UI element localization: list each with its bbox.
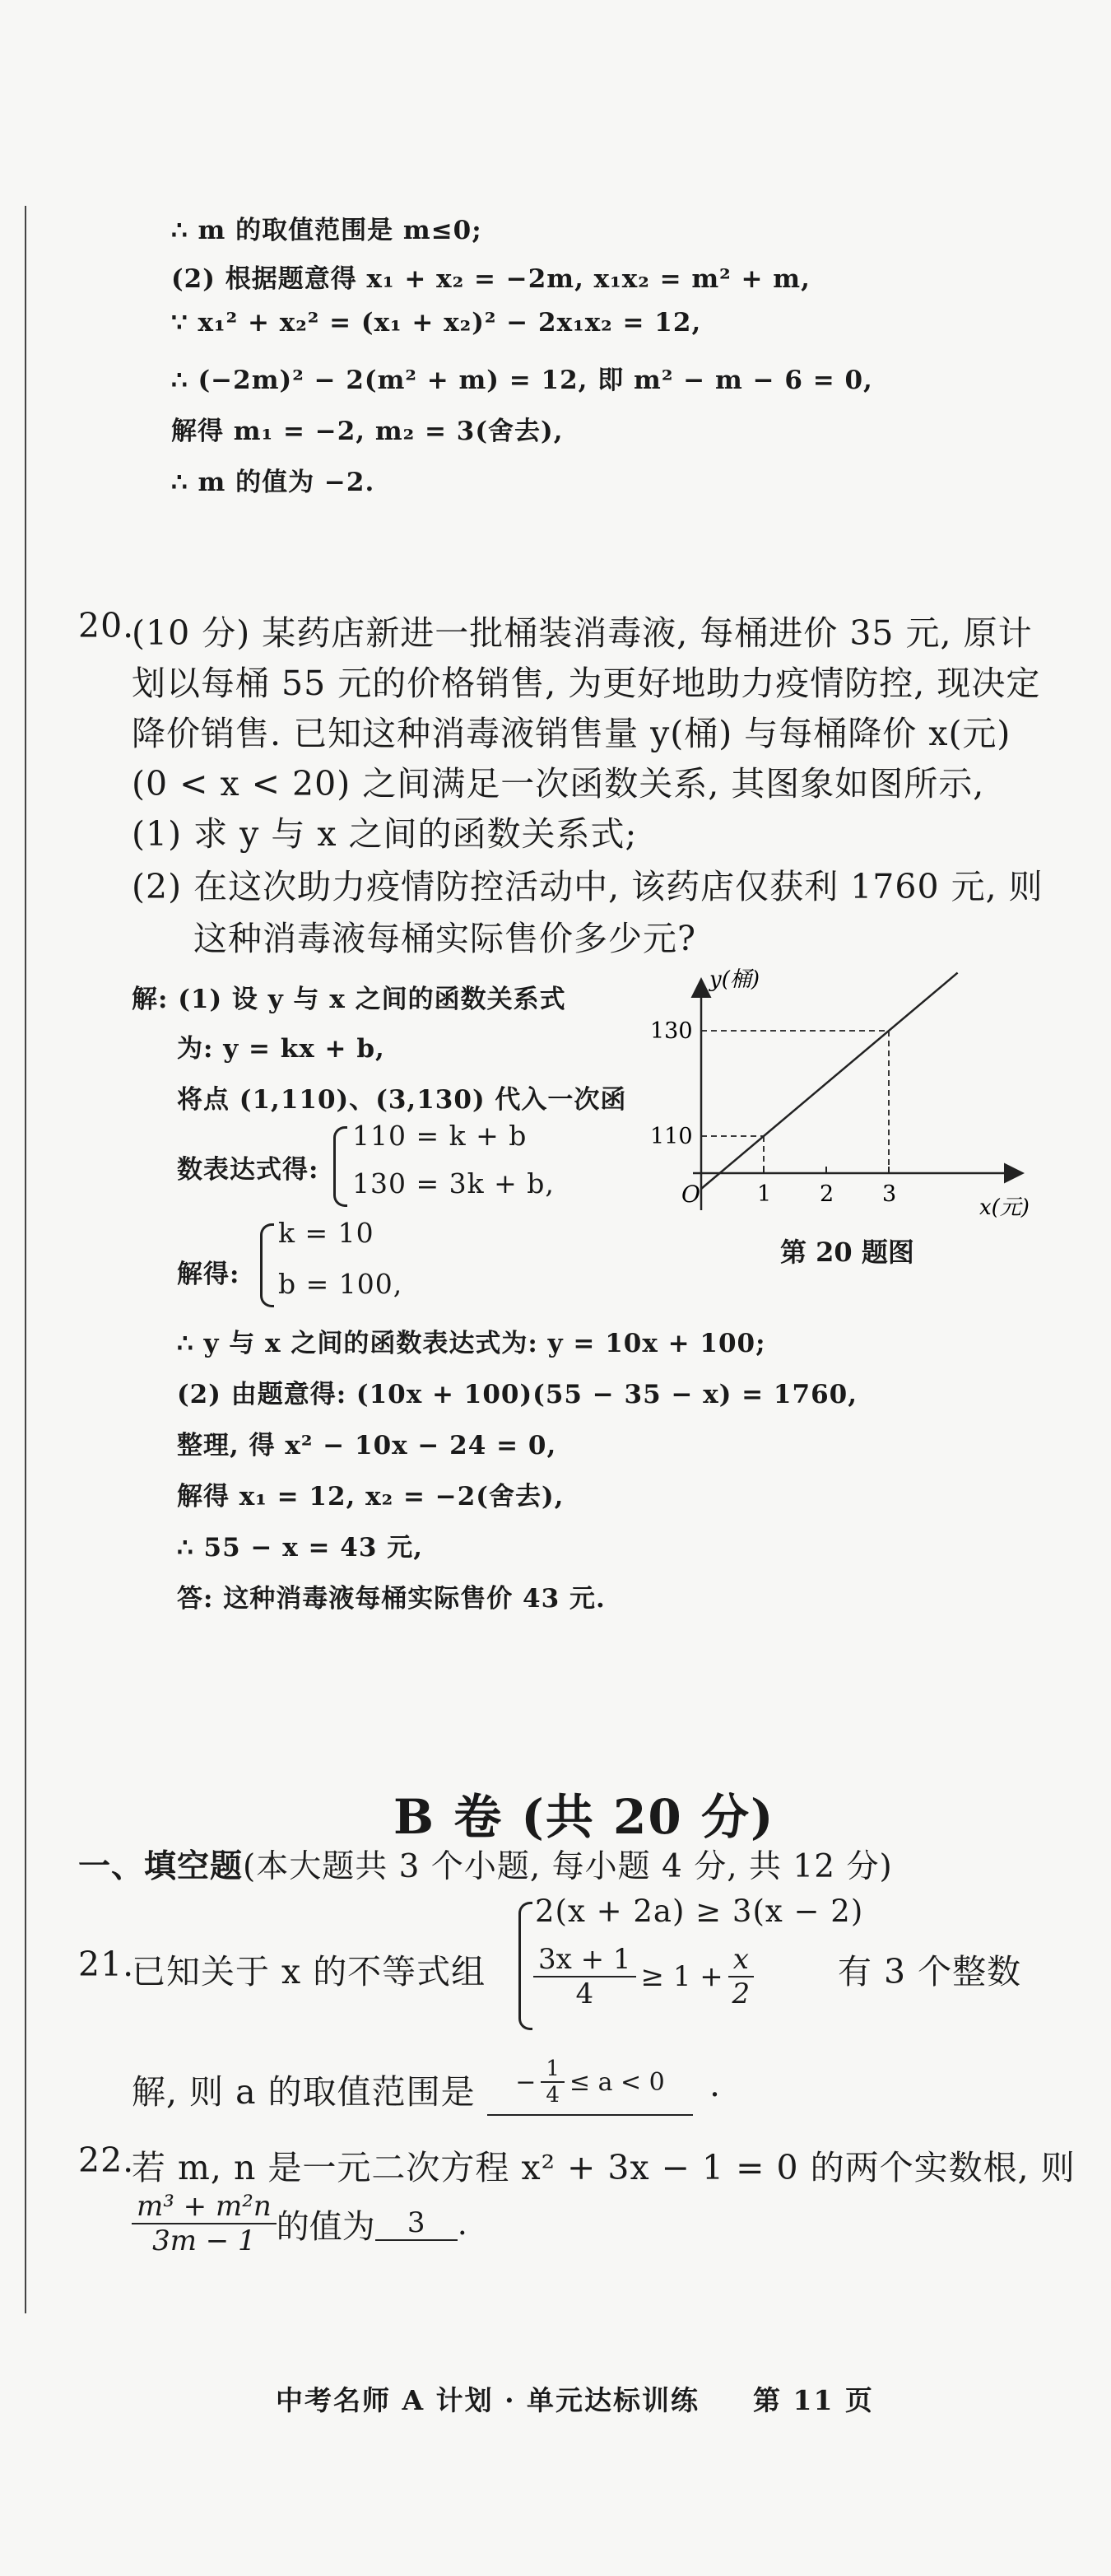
q21-answer: [487, 2050, 693, 2116]
sol20-line-9: 解得 x₁ = 12, x₂ = −2(舍去),: [177, 1482, 565, 1512]
prev-solution-line-4: ∴ (−2m)² − 2(m² + m) = 12, 即 m² − m − 6 = 0,: [171, 366, 873, 395]
q21-answer-num: 1: [541, 2057, 565, 2083]
q21-fraction-right: [728, 1943, 754, 2010]
sol20-eq-4: b = 100,: [278, 1268, 403, 1300]
graph-dynamic-layer: [650, 973, 958, 1207]
part-note-text: (本大题共 3 个小题, 每小题 4 分, 共 12 分): [243, 1848, 893, 1885]
q21-answer-sign: −: [515, 2067, 537, 2097]
q20-line-5: (1) 求 y 与 x 之间的函数关系式;: [132, 814, 638, 854]
q20-graph: [634, 963, 1062, 1276]
q21-inequality-2: [533, 1943, 754, 2010]
part-label-text: 一、填空题: [78, 1847, 244, 1885]
q21-line-2-end: .: [709, 2065, 722, 2104]
q21-system-brace: [518, 1902, 532, 2030]
sol20-line-8: 整理, 得 x² − 10x − 24 = 0,: [177, 1431, 557, 1460]
origin-label: O: [681, 1181, 700, 1208]
sol20-system-brace-2: [260, 1223, 274, 1307]
q20-line-3: 降价销售. 已知这种消毒液销售量 y(桶) 与每桶降价 x(元): [132, 714, 1011, 753]
q21-inequality-1: 2(x + 2a) ≥ 3(x − 2): [535, 1894, 864, 1929]
sol20-eq-2: 130 = 3k + b,: [352, 1167, 555, 1199]
y-tick-label-130: 130: [650, 1018, 693, 1044]
footer-page: 第 11 页: [753, 2384, 874, 2416]
q20-line-4: (0 < x < 20) 之间满足一次函数关系, 其图象如图所示,: [132, 764, 985, 804]
q22-line-2: [132, 2190, 467, 2257]
sol20-eq-1: 110 = k + b: [352, 1120, 528, 1152]
q21-fraction-left: [533, 1943, 636, 2010]
q20-line-2: 划以每桶 55 元的价格销售, 为更好地助力疫情防控, 现决定: [132, 664, 1041, 703]
q21-inequality-2-mid: ≥ 1 +: [640, 1960, 723, 1993]
section-b-title: B 卷 (共 20 分): [393, 1789, 775, 1845]
q22-end: .: [457, 2206, 467, 2242]
q22-number: 22.: [78, 2140, 135, 2180]
q22-fraction-num: m³ + m²n: [132, 2190, 277, 2224]
q21-line-2: 解, 则 a 的取值范围是: [132, 2072, 476, 2112]
function-line: [701, 973, 958, 1189]
q21-number: 21.: [78, 1945, 135, 1984]
q20-line-1: (10 分) 某药店新进一批桶装消毒液, 每桶进价 35 元, 原计: [132, 613, 1033, 653]
prev-solution-line-1: ∴ m 的取值范围是 m≤0;: [171, 216, 482, 245]
q21-answer-den: 4: [546, 2083, 560, 2108]
x-tick-label-3: 3: [882, 1181, 897, 1207]
q22-fraction-den: 3m − 1: [152, 2224, 256, 2257]
q22-answer: 3: [375, 2206, 458, 2241]
q22-fraction: [132, 2190, 277, 2257]
q21-fraction-left-num: 3x + 1: [533, 1943, 636, 1977]
footer-text: 中考名师 A 计划 · 单元达标训练: [276, 2384, 700, 2416]
q21-answer-fraction: [541, 2057, 565, 2108]
sol20-eq-3: k = 10: [278, 1217, 374, 1249]
sol20-line-10: ∴ 55 − x = 43 元,: [177, 1533, 423, 1563]
q22-text-after: 的值为: [276, 2207, 375, 2246]
prev-solution-line-3: ∵ x₁² + x₂² = (x₁ + x₂)² − 2x₁x₂ = 12,: [171, 308, 702, 338]
y-tick-label-110: 110: [650, 1124, 693, 1149]
q20-line-7: 这种消毒液每桶实际售价多少元?: [193, 919, 696, 958]
q20-number: 20.: [78, 606, 135, 645]
x-axis-label: x(元): [979, 1195, 1030, 1220]
q21-answer-rest: ≤ a < 0: [569, 2067, 665, 2097]
q21-text-before: 已知关于 x 的不等式组: [132, 1952, 486, 1991]
sol20-line-3: 将点 (1,110)、(3,130) 代入一次函: [177, 1085, 627, 1115]
q21-fraction-right-num: x: [728, 1943, 754, 1977]
x-tick-label-2: 2: [820, 1181, 834, 1207]
sol20-line-5-label: 解得:: [177, 1260, 240, 1289]
q20-line-6: (2) 在这次助力疫情防控活动中, 该药店仅获利 1760 元, 则: [132, 867, 1044, 906]
section-b-part-label: [78, 1841, 893, 1887]
left-margin-rule: [25, 206, 26, 2313]
sol20-line-4-label: 数表达式得:: [177, 1155, 319, 1185]
q22-line-1: 若 m, n 是一元二次方程 x² + 3x − 1 = 0 的两个实数根, 则: [132, 2148, 1076, 2187]
q21-fraction-left-den: 4: [575, 1977, 594, 2010]
prev-solution-line-2: (2) 根据题意得 x₁ + x₂ = −2m, x₁x₂ = m² + m,: [171, 264, 811, 294]
y-axis-label: y(桶): [709, 967, 760, 992]
x-tick-label-1: 1: [757, 1181, 772, 1207]
sol20-line-6: ∴ y 与 x 之间的函数表达式为: y = 10x + 100;: [177, 1329, 766, 1358]
sol20-system-brace-1: [333, 1126, 347, 1207]
sol20-line-7: (2) 由题意得: (10x + 100)(55 − 35 − x) = 1760,: [177, 1380, 858, 1409]
q21-fraction-right-den: 2: [732, 1977, 751, 2010]
prev-solution-line-6: ∴ m 的值为 −2.: [171, 468, 375, 497]
sol20-line-2: 为: y = kx + b,: [177, 1034, 385, 1064]
sol20-line-11: 答: 这种消毒液每桶实际售价 43 元.: [177, 1584, 606, 1614]
q20-graph-caption: 第 20 题图: [780, 1237, 914, 1268]
prev-solution-line-5: 解得 m₁ = −2, m₂ = 3(舍去),: [171, 417, 564, 446]
sol20-line-1: 解: (1) 设 y 与 x 之间的函数关系式: [132, 985, 566, 1014]
q21-text-after: 有 3 个整数: [838, 1952, 1022, 1991]
